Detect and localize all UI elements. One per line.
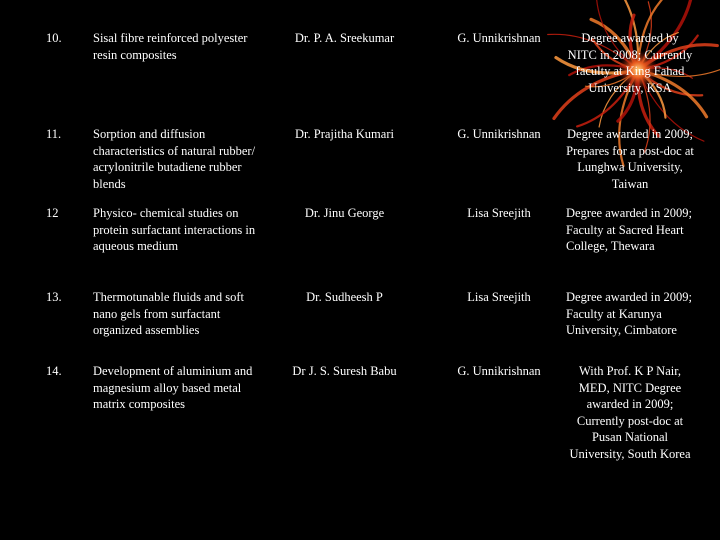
scholar-name: Dr. Prajitha Kumari	[295, 127, 394, 141]
scholar-name: Dr J. S. Suresh Babu	[292, 364, 397, 378]
guide-name: G. Unnikrishnan	[457, 364, 541, 378]
thesis-title: Development of aluminium and magnesium alloy based metal matrix composites	[93, 364, 253, 411]
scholar-name: Dr. P. A. Sreekumar	[294, 31, 395, 45]
row-number: 10.	[46, 31, 62, 45]
thesis-title: Physico- chemical studies on protein surfactant interactions in aqueous medium	[93, 206, 256, 253]
guide-name: Lisa Sreejith	[467, 290, 531, 304]
scholar-name: Dr. Jinu George	[304, 206, 385, 220]
guide-name: G. Unnikrishnan	[457, 127, 541, 141]
row-number: 14.	[46, 364, 62, 378]
scholar-name: Dr. Sudheesh P	[306, 290, 383, 304]
remarks: Degree awarded in 2009; Faculty at Sacred Heart College, Thewara	[566, 206, 692, 253]
remarks: Degree awarded in 2009; Prepares for a post-doc at Lunghwa University, Taiwan	[566, 127, 694, 191]
thesis-title: Sisal fibre reinforced polyester resin composites	[93, 31, 248, 62]
guide-name: Lisa Sreejith	[467, 206, 531, 220]
remarks: With Prof. K P Nair, MED, NITC Degree awarded in 2009; Currently post-doc at Pusan National University, South Korea	[569, 364, 691, 461]
row-number: 11.	[46, 127, 62, 141]
guide-name: G. Unnikrishnan	[457, 31, 541, 45]
remarks: Degree awarded by NITC in 2008; Currently faculty at King Fahad University, KSA	[567, 31, 693, 95]
thesis-title: Thermotunable fluids and soft nano gels from surfactant organized assemblies	[93, 290, 245, 337]
thesis-title: Sorption and diffusion characteristics of natural rubber/ acrylonitrile butadiene rubber blends	[93, 127, 256, 191]
row-number: 12	[46, 206, 59, 220]
remarks: Degree awarded in 2009; Faculty at Karunya University, Cimbatore	[566, 290, 692, 337]
row-number: 13.	[46, 290, 62, 304]
